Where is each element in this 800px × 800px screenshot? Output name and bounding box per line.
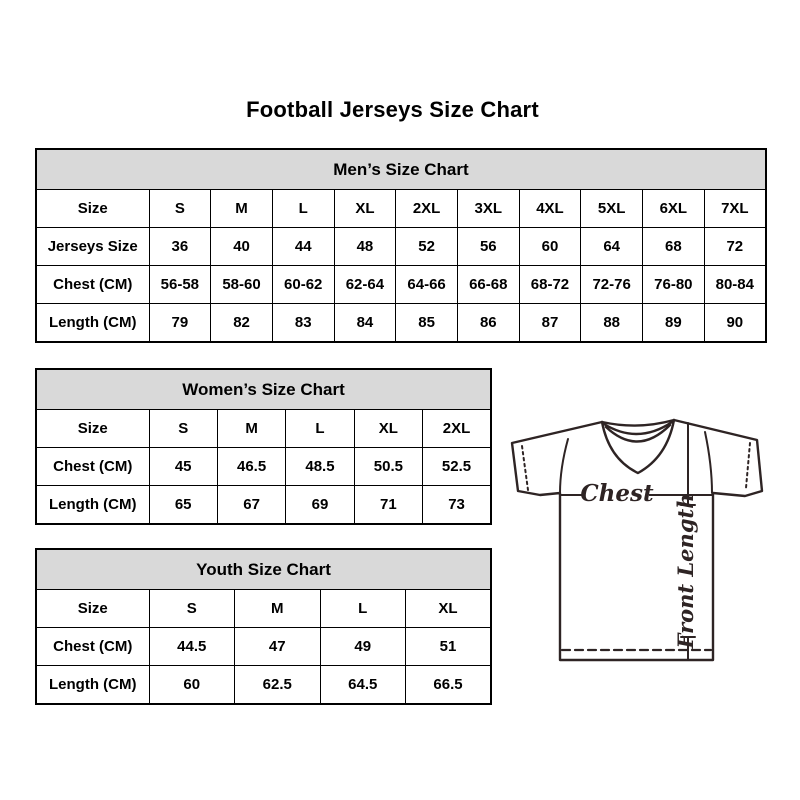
table-row xyxy=(36,486,491,525)
table-row xyxy=(36,266,766,304)
cell: 7XL xyxy=(704,190,766,228)
cell: 56-58 xyxy=(149,266,211,304)
cell: 47 xyxy=(235,628,321,666)
row-label-cell: Size xyxy=(36,590,149,628)
cell: 4XL xyxy=(519,190,581,228)
cell: 5XL xyxy=(581,190,643,228)
table-row xyxy=(36,304,766,343)
table-row xyxy=(36,628,491,666)
table-row xyxy=(36,448,491,486)
table-row xyxy=(36,190,766,228)
row-label-cell: Chest (CM) xyxy=(36,266,149,304)
cell: 48 xyxy=(334,228,396,266)
cell: 66.5 xyxy=(406,666,492,705)
cell: 64.5 xyxy=(320,666,406,705)
table-row xyxy=(36,590,491,628)
cell: 52.5 xyxy=(423,448,491,486)
row-label-cell: Length (CM) xyxy=(36,304,149,343)
cell: 90 xyxy=(704,304,766,343)
cell: 66-68 xyxy=(457,266,519,304)
cell: 89 xyxy=(643,304,705,343)
cell: L xyxy=(320,590,406,628)
cell: 40 xyxy=(211,228,273,266)
cell: M xyxy=(235,590,321,628)
cell: 36 xyxy=(149,228,211,266)
collar-top-line xyxy=(602,420,674,426)
cell: 82 xyxy=(211,304,273,343)
cell: 87 xyxy=(519,304,581,343)
cell: 88 xyxy=(581,304,643,343)
chest-label: Chest xyxy=(580,480,654,507)
cell: L xyxy=(272,190,334,228)
cell: 62.5 xyxy=(235,666,321,705)
cell: XL xyxy=(334,190,396,228)
row-label-cell: Size xyxy=(36,410,149,448)
cell: 45 xyxy=(149,448,217,486)
cell: 72-76 xyxy=(581,266,643,304)
womens-size-table xyxy=(35,368,492,525)
cell: 83 xyxy=(272,304,334,343)
cell: 86 xyxy=(457,304,519,343)
cell: 79 xyxy=(149,304,211,343)
mens-table-title: Men’s Size Chart xyxy=(36,149,766,190)
womens-table-title: Women’s Size Chart xyxy=(36,369,491,410)
cell: 2XL xyxy=(423,410,491,448)
youth-size-table xyxy=(35,548,492,705)
cell: M xyxy=(211,190,273,228)
front-length-label: Front Length xyxy=(673,493,698,649)
cell: 46.5 xyxy=(217,448,285,486)
cell: XL xyxy=(354,410,422,448)
jersey-diagram xyxy=(505,413,773,665)
cell: 69 xyxy=(286,486,354,525)
womens-table-header-row xyxy=(36,369,491,410)
cell: 67 xyxy=(217,486,285,525)
cell: 71 xyxy=(354,486,422,525)
cell: 3XL xyxy=(457,190,519,228)
page-title: Football Jerseys Size Chart xyxy=(246,97,539,122)
cell: 52 xyxy=(396,228,458,266)
cell: 51 xyxy=(406,628,492,666)
cell: 64 xyxy=(581,228,643,266)
right-armhole-seam xyxy=(705,432,712,493)
mens-table-header-row xyxy=(36,149,766,190)
cell: 2XL xyxy=(396,190,458,228)
cell: 50.5 xyxy=(354,448,422,486)
row-label-cell: Length (CM) xyxy=(36,666,149,705)
table-row xyxy=(36,666,491,705)
cell: 44 xyxy=(272,228,334,266)
youth-table-title: Youth Size Chart xyxy=(36,549,491,590)
right-cuff-dotted-line xyxy=(746,443,750,488)
left-cuff-dotted-line xyxy=(522,446,528,490)
cell: 48.5 xyxy=(286,448,354,486)
cell: 56 xyxy=(457,228,519,266)
youth-table-header-row xyxy=(36,549,491,590)
row-label-cell: Jerseys Size xyxy=(36,228,149,266)
cell: XL xyxy=(406,590,492,628)
row-label-cell: Chest (CM) xyxy=(36,628,149,666)
cell: 58-60 xyxy=(211,266,273,304)
table-row xyxy=(36,228,766,266)
row-label-cell: Chest (CM) xyxy=(36,448,149,486)
cell: S xyxy=(149,410,217,448)
cell: 49 xyxy=(320,628,406,666)
cell: 76-80 xyxy=(643,266,705,304)
cell: 64-66 xyxy=(396,266,458,304)
cell: 60-62 xyxy=(272,266,334,304)
row-label-cell: Size xyxy=(36,190,149,228)
mens-size-table xyxy=(35,148,767,343)
cell: 72 xyxy=(704,228,766,266)
cell: 65 xyxy=(149,486,217,525)
cell: 84 xyxy=(334,304,396,343)
cell: 60 xyxy=(519,228,581,266)
cell: S xyxy=(149,190,211,228)
cell: 80-84 xyxy=(704,266,766,304)
table-row xyxy=(36,410,491,448)
cell: L xyxy=(286,410,354,448)
jersey-outline xyxy=(512,420,762,660)
cell: 6XL xyxy=(643,190,705,228)
row-label-cell: Length (CM) xyxy=(36,486,149,525)
cell: 68-72 xyxy=(519,266,581,304)
cell: S xyxy=(149,590,235,628)
cell: M xyxy=(217,410,285,448)
cell: 60 xyxy=(149,666,235,705)
cell: 85 xyxy=(396,304,458,343)
cell: 62-64 xyxy=(334,266,396,304)
cell: 73 xyxy=(423,486,491,525)
cell: 44.5 xyxy=(149,628,235,666)
cell: 68 xyxy=(643,228,705,266)
left-armhole-seam xyxy=(560,439,568,493)
